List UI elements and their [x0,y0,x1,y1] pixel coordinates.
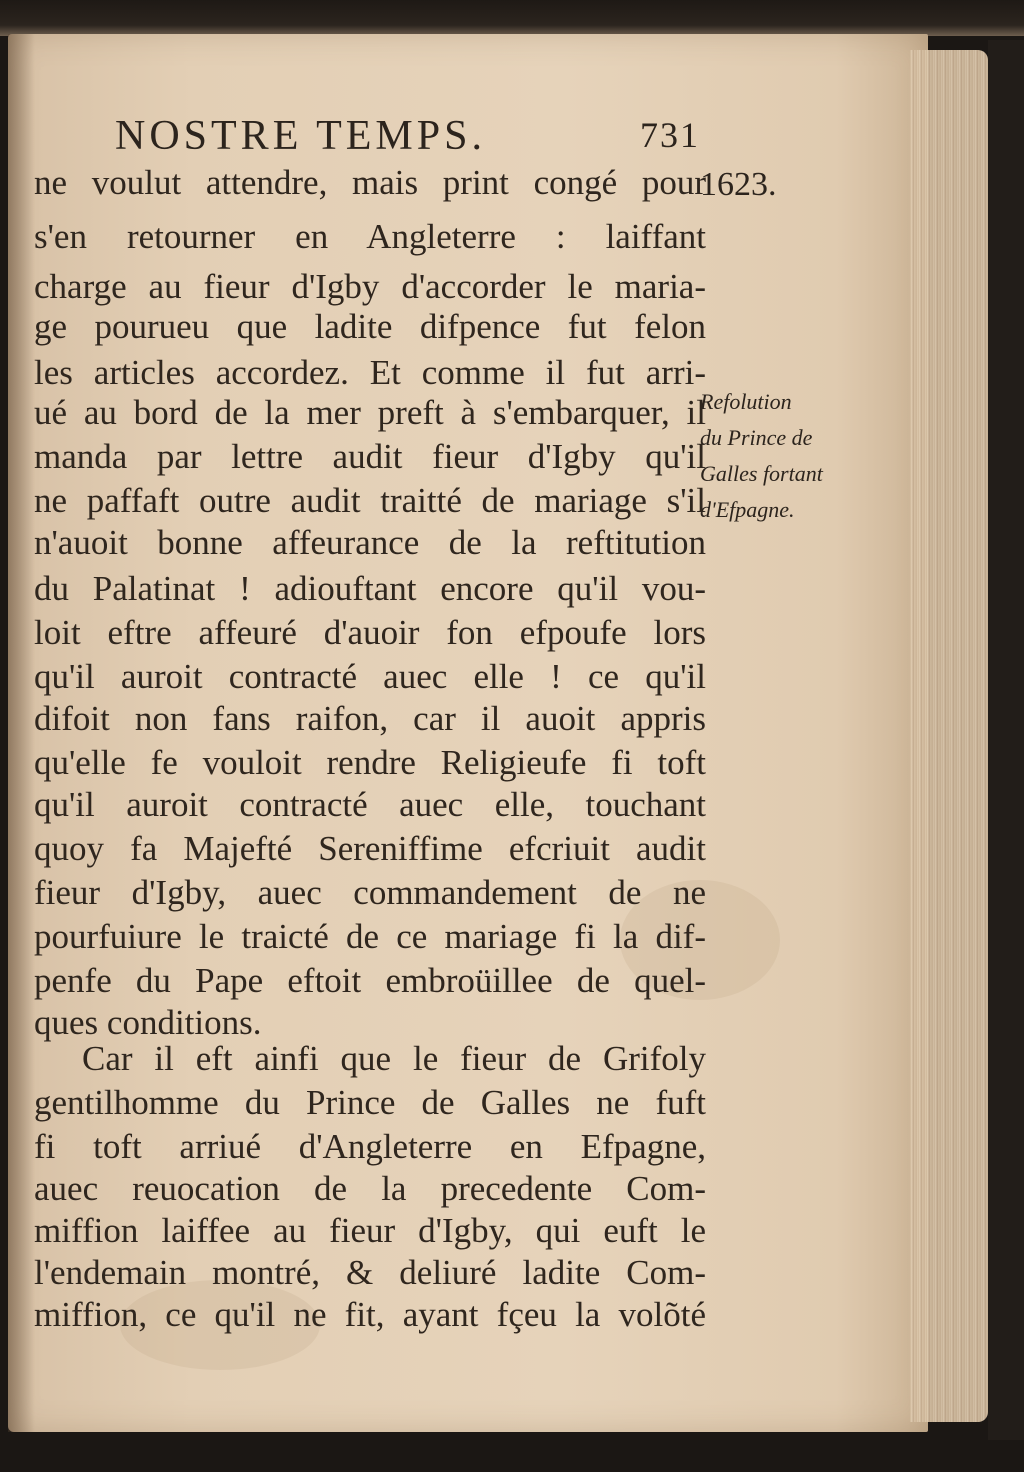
text-line: charge au fieur d'Igby d'accorder le maria- [34,267,706,306]
text-line: qu'elle fe vouloit rendre Religieufe fi toft [34,743,706,782]
text-line: ne voulut attendre, mais print congé pour [34,163,706,202]
text-line: manda par lettre audit fieur d'Igby qu'il [34,437,706,476]
running-head-title: NOSTRE TEMPS. [115,113,486,159]
page-edges [910,50,988,1422]
text-line: qu'il auroit contracté auec elle, touchant [34,785,706,824]
page-gutter [8,34,34,1432]
text-line: difoit non fans raifon, car il auoit appris [34,699,706,738]
margin-year: 1623. [700,166,777,203]
margin-note-line: d'Efpagne. [700,497,795,522]
background-shadow [988,40,1024,1440]
text-line: ne paffaft outre audit traitté de mariage s'il [34,481,706,520]
text-line: s'en retourner en Angleterre : laiffant [34,217,706,256]
margin-note-line: Refolution [700,389,792,414]
text-line: miffion laiffee au fieur d'Igby, qui euft le [34,1211,706,1250]
text-line: fieur d'Igby, auec commandement de ne [34,873,706,912]
margin-note [700,384,880,528]
text-line: du Palatinat ! adiouftant encore qu'il vou- [34,569,706,608]
text-line: gentilhomme du Prince de Galles ne fuft [34,1083,706,1122]
text-line: pourfuiure le traicté de ce mariage fi la dif- [34,917,706,956]
text-line: n'auoit bonne affeurance de la reftitution [34,523,706,562]
text-line: qu'il auroit contracté auec elle ! ce qu'il [34,657,706,696]
text-line: Car il eft ainfi que le fieur de Grifoly [82,1039,706,1078]
text-line: les articles accordez. Et comme il fut arri- [34,353,706,392]
text-line: penfe du Pape eftoit embroüillee de quel- [34,961,706,1000]
text-line: l'endemain montré, & deliuré ladite Com- [34,1253,706,1292]
text-line: auec reuocation de la precedente Com- [34,1169,706,1208]
text-line: ué au bord de la mer preft à s'embarquer, il [34,393,706,432]
margin-note-line: Galles fortant [700,461,823,486]
text-line: ge pourueu que ladite difpence fut felon [34,307,706,346]
text-line: quoy fa Majefté Sereniffime efcriuit audit [34,829,706,868]
margin-note-line: du Prince de [700,425,813,450]
running-head [115,112,715,162]
text-line: loit eftre affeuré d'auoir fon efpoufe lors [34,613,706,652]
text-line: fi toft arriué d'Angleterre en Efpagne, [34,1127,706,1166]
text-line: miffion, ce qu'il ne fit, ayant fçeu la volõté [34,1295,706,1334]
text-line: ques conditions. [34,1003,262,1042]
page-number: 731 [640,115,700,155]
book-top-edge [0,0,1024,36]
